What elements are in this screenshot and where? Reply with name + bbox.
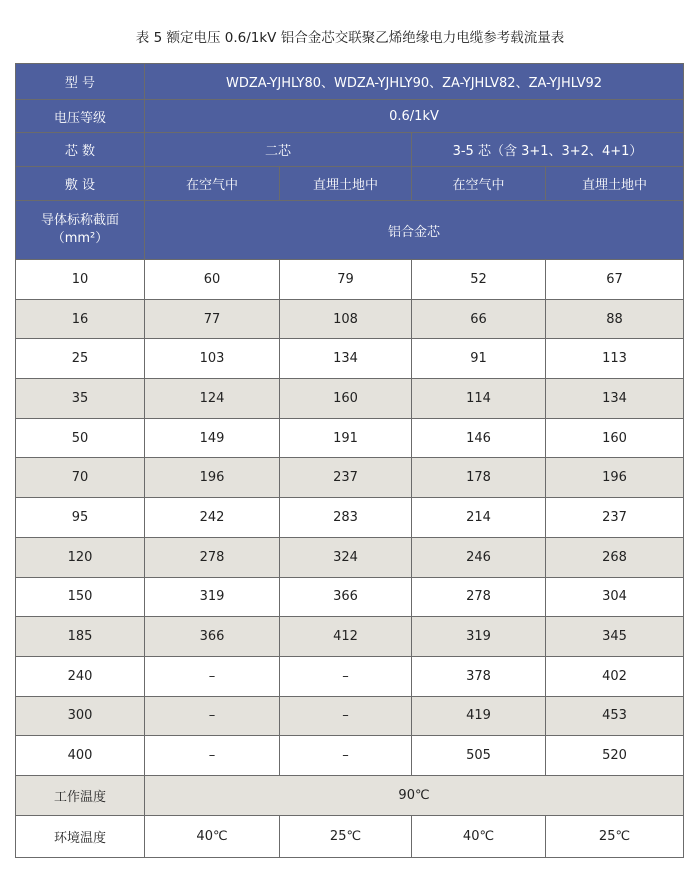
voltage-label: 电压等级 [16, 100, 145, 133]
model-label: 型 号 [16, 64, 145, 100]
section-size-cell: 50 [16, 418, 145, 458]
ampacity-cell: 237 [280, 458, 412, 498]
ampacity-cell: 214 [412, 498, 546, 538]
ampacity-cell: – [145, 696, 280, 736]
table-header [16, 64, 684, 260]
ampacity-cell: 366 [145, 617, 280, 657]
ampacity-cell: 196 [546, 458, 684, 498]
ampacity-cell: 160 [546, 418, 684, 458]
section-size-cell: 120 [16, 537, 145, 577]
section-size-cell: 70 [16, 458, 145, 498]
table-row [16, 299, 684, 339]
section-size-cell: 16 [16, 299, 145, 339]
section-size-cell: 25 [16, 339, 145, 379]
ampacity-cell: 412 [280, 617, 412, 657]
section-size-cell: 185 [16, 617, 145, 657]
cores-two: 二芯 [145, 133, 412, 167]
ampacity-cell: – [145, 736, 280, 776]
table-row [16, 418, 684, 458]
ampacity-cell: 60 [145, 260, 280, 300]
ampacity-cell: 402 [546, 656, 684, 696]
table-row [16, 577, 684, 617]
ampacity-cell: 146 [412, 418, 546, 458]
ampacity-cell: 283 [280, 498, 412, 538]
ampacity-cell: 52 [412, 260, 546, 300]
table-caption: 表 5 额定电压 0.6/1kV 铝合金芯交联聚乙烯绝缘电力电缆参考载流量表 [135, 30, 565, 46]
ampacity-table [15, 63, 684, 858]
conductor-type: 铝合金芯 [145, 201, 684, 260]
voltage-value: 0.6/1kV [145, 100, 684, 133]
section-size-cell: 150 [16, 577, 145, 617]
table-row [16, 458, 684, 498]
laying-ground-multi: 直埋土地中 [546, 167, 684, 201]
laying-label: 敷 设 [16, 167, 145, 201]
ampacity-cell: 178 [412, 458, 546, 498]
laying-air-two: 在空气中 [145, 167, 280, 201]
table-row [16, 498, 684, 538]
section-size-cell: 400 [16, 736, 145, 776]
ampacity-cell: 88 [546, 299, 684, 339]
ampacity-cell: 505 [412, 736, 546, 776]
laying-ground-two: 直埋土地中 [280, 167, 412, 201]
section-label-line1: 导体标称截面 [40, 213, 119, 228]
section-size-cell: 300 [16, 696, 145, 736]
ambient-label: 环境温度 [16, 815, 145, 857]
ampacity-cell: 134 [280, 339, 412, 379]
ampacity-cell: 113 [546, 339, 684, 379]
ampacity-cell: 191 [280, 418, 412, 458]
ampacity-cell: 304 [546, 577, 684, 617]
ambient-value: 25℃ [546, 815, 684, 857]
table-row [16, 537, 684, 577]
ampacity-cell: – [145, 656, 280, 696]
ampacity-cell: 278 [412, 577, 546, 617]
ampacity-cell: – [280, 656, 412, 696]
ampacity-cell: 66 [412, 299, 546, 339]
ampacity-cell: 149 [145, 418, 280, 458]
ampacity-cell: 79 [280, 260, 412, 300]
ampacity-cell: 67 [546, 260, 684, 300]
ampacity-cell: 345 [546, 617, 684, 657]
table-row [16, 656, 684, 696]
section-size-cell: 240 [16, 656, 145, 696]
ampacity-cell: 242 [145, 498, 280, 538]
ampacity-cell: – [280, 696, 412, 736]
cores-multi: 3-5 芯（含 3+1、3+2、4+1） [412, 133, 684, 167]
ambient-value: 40℃ [412, 815, 546, 857]
ampacity-cell: 319 [412, 617, 546, 657]
ampacity-cell: – [280, 736, 412, 776]
ampacity-cell: 520 [546, 736, 684, 776]
ampacity-cell: 246 [412, 537, 546, 577]
ampacity-cell: 196 [145, 458, 280, 498]
section-label [16, 201, 145, 260]
table-row [16, 260, 684, 300]
ampacity-cell: 91 [412, 339, 546, 379]
ampacity-cell: 453 [546, 696, 684, 736]
ampacity-cell: 419 [412, 696, 546, 736]
ampacity-cell: 324 [280, 537, 412, 577]
model-value: WDZA-YJHLY80、WDZA-YJHLY90、ZA-YJHLV82、ZA-YJHLV92 [145, 64, 684, 100]
ampacity-cell: 319 [145, 577, 280, 617]
ampacity-cell: 278 [145, 537, 280, 577]
ambient-value: 40℃ [145, 815, 280, 857]
ampacity-cell: 237 [546, 498, 684, 538]
section-label-line2: （mm²） [51, 231, 109, 246]
table-row [16, 696, 684, 736]
table-row [16, 736, 684, 776]
ampacity-cell: 268 [546, 537, 684, 577]
section-size-cell: 10 [16, 260, 145, 300]
table-body [16, 260, 684, 776]
section-size-cell: 35 [16, 379, 145, 419]
ampacity-cell: 103 [145, 339, 280, 379]
table-footer [16, 775, 684, 857]
work-temp-label: 工作温度 [16, 775, 145, 815]
table-row [16, 617, 684, 657]
work-temp-value: 90℃ [145, 775, 684, 815]
ampacity-cell: 77 [145, 299, 280, 339]
ampacity-cell: 366 [280, 577, 412, 617]
ampacity-cell: 124 [145, 379, 280, 419]
section-size-cell: 95 [16, 498, 145, 538]
ampacity-cell: 114 [412, 379, 546, 419]
table-row [16, 379, 684, 419]
ampacity-cell: 134 [546, 379, 684, 419]
ampacity-cell: 378 [412, 656, 546, 696]
cores-label: 芯 数 [16, 133, 145, 167]
laying-air-multi: 在空气中 [412, 167, 546, 201]
ambient-value: 25℃ [280, 815, 412, 857]
table-row [16, 339, 684, 379]
ampacity-cell: 108 [280, 299, 412, 339]
ampacity-cell: 160 [280, 379, 412, 419]
